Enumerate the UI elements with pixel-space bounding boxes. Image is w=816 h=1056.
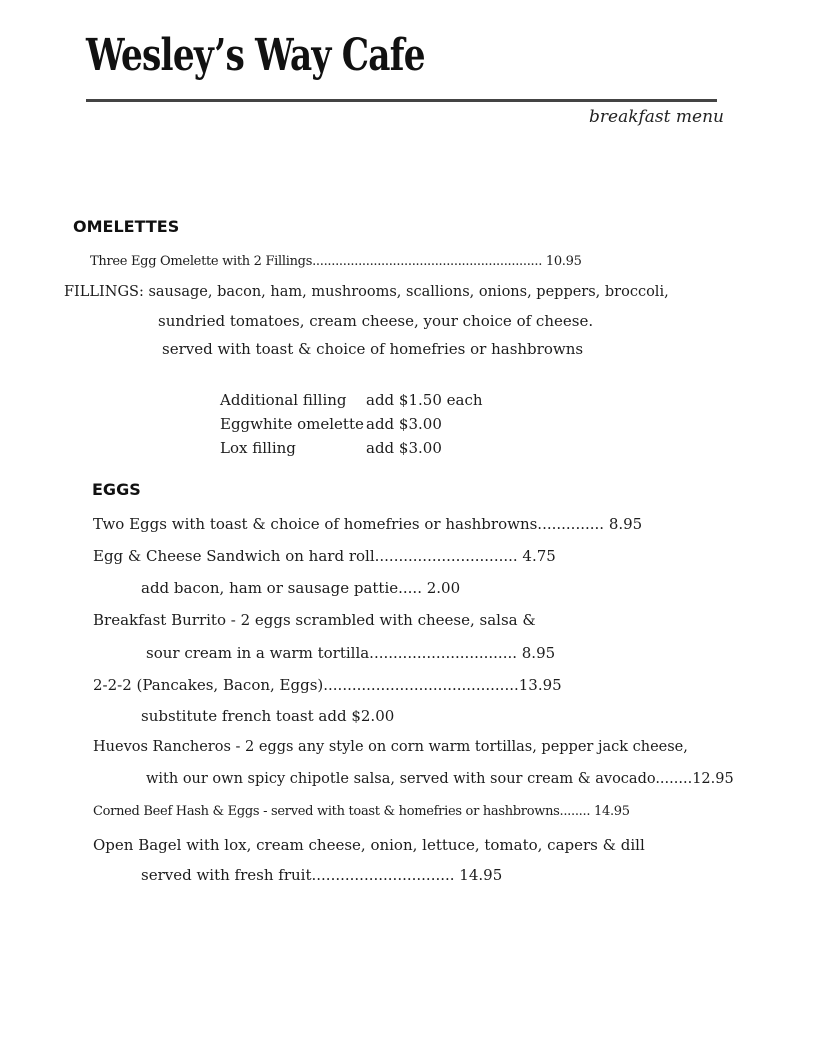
fillings-line-2: sundried tomatoes, cream cheese, your choice of cheese. — [158, 312, 594, 330]
menu-item-continued: with our own spicy chipotle salsa, served with sour cream & avocado........12.95 — [146, 771, 734, 787]
extra-price: add $3.00 — [366, 439, 442, 457]
eggs-heading: EGGS — [92, 480, 141, 499]
menu-item-continued: served with fresh fruit.............................. 14.95 — [141, 866, 503, 884]
extra-name: Lox filling — [220, 439, 296, 457]
fillings-line-1: FILLINGS: sausage, bacon, ham, mushrooms, scallions, onions, peppers, broccoli, — [64, 284, 669, 300]
extra-name: Eggwhite omelette — [220, 415, 364, 433]
menu-item: Huevos Rancheros - 2 eggs any style on corn warm tortillas, pepper jack cheese, — [93, 739, 688, 755]
cafe-title: Wesley’s Way Cafe — [86, 30, 425, 81]
menu-item-addon: substitute french toast add $2.00 — [141, 707, 395, 725]
menu-item-addon: add bacon, ham or sausage pattie..... 2.00 — [141, 579, 461, 597]
extra-name: Additional filling — [220, 391, 347, 409]
menu-item: Breakfast Burrito - 2 eggs scrambled with cheese, salsa & — [93, 611, 536, 629]
menu-item: 2-2-2 (Pancakes, Bacon, Eggs).........................................13.95 — [93, 676, 562, 694]
menu-item-continued: sour cream in a warm tortilla............................... 8.95 — [146, 644, 556, 662]
title-divider — [86, 99, 717, 102]
menu-item: Corned Beef Hash & Eggs - served with toast & homefries or hashbrowns........ 14.95 — [93, 804, 630, 819]
omelettes-heading: OMELETTES — [73, 217, 180, 236]
omelette-item: Three Egg Omelette with 2 Fillings............................................................ 10.95 — [90, 254, 582, 269]
menu-item: Egg & Cheese Sandwich on hard roll.............................. 4.75 — [93, 547, 556, 565]
extra-price: add $1.50 each — [366, 391, 483, 409]
menu-item: Two Eggs with toast & choice of homefries or hashbrowns.............. 8.95 — [93, 515, 643, 533]
omelette-served-with: served with toast & choice of homefries or hashbrowns — [162, 340, 584, 358]
extra-price: add $3.00 — [366, 415, 442, 433]
menu-item: Open Bagel with lox, cream cheese, onion, lettuce, tomato, capers & dill — [93, 836, 645, 854]
menu-subtitle: breakfast menu — [589, 107, 724, 127]
